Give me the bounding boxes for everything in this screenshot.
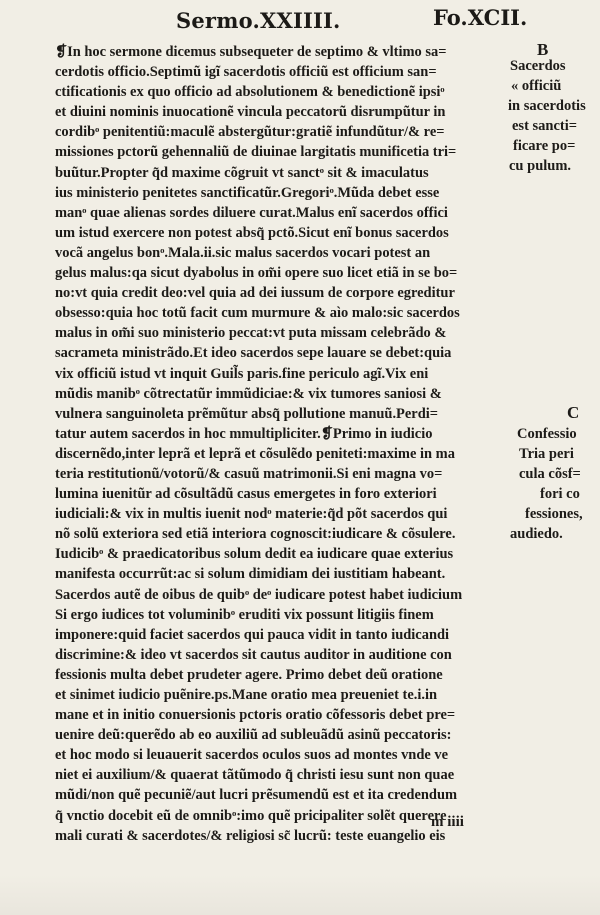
text-line: Si ergo iudices tot voluminibᵒ eruditi vix possunt litigiis finem bbox=[55, 606, 434, 623]
margin-note-line: fori co bbox=[540, 486, 580, 502]
text-line: manᵒ quae alienas sordes diluere curat.Malus enĩ sacerdos offici bbox=[55, 204, 448, 221]
text-line: mali curati & sacerdotes/& religiosi sc̃ lucrũ: teste euangelio eis bbox=[55, 827, 446, 844]
margin-note-line: in sacerdotis bbox=[508, 98, 586, 114]
folio-number: Fo.XCII. bbox=[433, 5, 528, 30]
text-line: mũdis manibᵒ cõtrectatũr immũdiciae:& vix tumores saniosi & bbox=[55, 385, 442, 402]
margin-note-line: Confessio bbox=[517, 426, 577, 442]
margin-note-line: Sacerdos bbox=[510, 58, 566, 74]
margin-note-line: audiedo. bbox=[510, 526, 563, 542]
margin-note-line: cula cõsf= bbox=[519, 466, 581, 482]
text-line: iudiciali:& vix in multis iuenit nodᵒ materie:q̃d põt sacerdos qui bbox=[55, 506, 448, 523]
margin-note-line: ficare po= bbox=[513, 138, 576, 154]
text-line: ctificationis ex quo officio ad absolutionem & benedictionẽ ipsiᵒ bbox=[55, 84, 445, 101]
text-line: Sacerdos autẽ de oibus de quibᵒ deᵒ iudicare potest habet iudicium bbox=[55, 586, 463, 603]
text-line: cordibᵒ penitentiũ:maculẽ abstergũtur:gratiẽ infundũtur/& re= bbox=[55, 124, 445, 141]
text-line: lumina iuenitũr ad cõsultãdũ casus emergetes in foro exteriori bbox=[55, 486, 437, 503]
signature-mark: m iiii bbox=[431, 814, 464, 830]
running-head-title: Sermo.XXIIII. bbox=[176, 8, 341, 33]
text-line: sacrameta ministrãdo.Et ideo sacerdos sepe lauare se debet:quia bbox=[55, 345, 452, 362]
text-line: mũdi/non quẽ pecuniẽ/aut lucri prẽsumendũ est et ita credendum bbox=[55, 787, 458, 804]
text-line: discernẽdo,inter leprã et leprã et cõsulẽdo peniteti:maxime in ma bbox=[55, 445, 455, 462]
text-line: discrimine:& ideo vt sacerdos sit cautus auditor in auditione con bbox=[55, 646, 452, 663]
text-line: Iudicibᵒ & praedicatoribus solum dedit ea iudicare quae exterius bbox=[55, 546, 454, 563]
margin-note-line: est sancti= bbox=[512, 118, 578, 134]
margin-note-line: « officiũ bbox=[511, 78, 562, 94]
text-line: et diuini nominis inuocationẽ vincula peccatorũ disrumpũtur in bbox=[55, 104, 446, 121]
text-line: tatur autem sacerdos in hoc mmultipliciter.❡Primo in iudicio bbox=[55, 425, 433, 442]
text-line: no:vt quia credit deo:vel quia ad dei iussum de corpore egreditur bbox=[55, 285, 455, 302]
text-line: vocã angelus bonᵒ.Mala.ii.sic malus sacerdos vocari potest an bbox=[55, 244, 431, 261]
body-text-block bbox=[55, 42, 515, 846]
margin-letter-b: B bbox=[537, 40, 549, 59]
text-line: et hoc modo si leuauerit sacerdos oculos suos ad montes vnde ve bbox=[55, 747, 449, 764]
text-line: malus in om̃i suo ministerio peccat:vt puta missam celebrãdo & bbox=[55, 325, 447, 342]
page-bottom-edge bbox=[0, 875, 600, 915]
text-line: uenire deũ:querẽdo ab eo auxiliũ ad subleuãdũ asinũ peccatoris: bbox=[55, 727, 452, 744]
text-line: missiones pctorũ gehennaliũ de diuinae largitatis munificetia tri= bbox=[55, 144, 457, 161]
text-line: mane et in initio conuersionis pctoris oratio cõfessoris debet pre= bbox=[55, 707, 456, 724]
text-line: vix officiũ istud vt inquit Guil̃s paris.fine periculo agĩ.Vix eni bbox=[55, 365, 429, 382]
text-line: um istud exercere non potest absq̃ pctõ.Sicut enĩ bonus sacerdos bbox=[55, 224, 449, 241]
text-line: q̃ vnctio docebit eũ de omnibᵒ:imo quẽ pricipaliter solẽt querere bbox=[55, 807, 447, 824]
margin-note-line: fessiones, bbox=[525, 506, 583, 522]
text-line: gelus malus:qa sicut dyabolus in om̃i opere suo licet etiã in se bo= bbox=[55, 265, 458, 282]
text-line: ius ministerio penitetes sanctificatũr.Gregoriᵒ.Mũda debet esse bbox=[55, 184, 440, 201]
text-line: cerdotis officio.Septimũ igĩ sacerdotis officiũ est officium san= bbox=[55, 64, 437, 81]
margin-letter-c: C bbox=[567, 403, 580, 422]
text-line: nõ solũ exteriora sed etiã interiora cognoscit:iudicare & cõsulere. bbox=[55, 526, 456, 543]
text-line: manifesta occurrũt:ac si solum dimidiam dei iustitiam habeant. bbox=[55, 566, 446, 583]
margin-note-line: cu pulum. bbox=[509, 158, 572, 174]
text-line: vulnera sanguinoleta prẽmũtur absq̃ pollutione manuũ.Perdi= bbox=[55, 405, 439, 422]
text-line: imponere:quid faciet sacerdos qui pauca vidit in tanto iudicandi bbox=[55, 626, 450, 643]
margin-note-line: Tria peri bbox=[519, 446, 574, 462]
text-line: et sinimet iudicio puẽnire.ps.Mane oratio mea preueniet te.i.in bbox=[55, 687, 438, 703]
text-line: niet ei auxilium/& quaerat tãtũmodo q̃ christi iesu sunt non quae bbox=[55, 767, 455, 784]
text-line: teria restitutionũ/votorũ/& casuũ matrimonii.Si eni magna vo= bbox=[55, 465, 443, 482]
text-line: ❡In hoc sermone dicemus subsequeter de septimo & vltimo sa= bbox=[55, 44, 447, 60]
text-line: fessionis multa debet prudeter agere. Primo debet deũ oratione bbox=[55, 666, 443, 683]
text-line: obsesso:quia hoc totũ facit cum murmure & aìo malo:sic sacerdos bbox=[55, 305, 460, 322]
text-line: buũtur.Propter q̃d maxime cõgruit vt sanctᵒ sit & imaculatus bbox=[55, 164, 429, 181]
